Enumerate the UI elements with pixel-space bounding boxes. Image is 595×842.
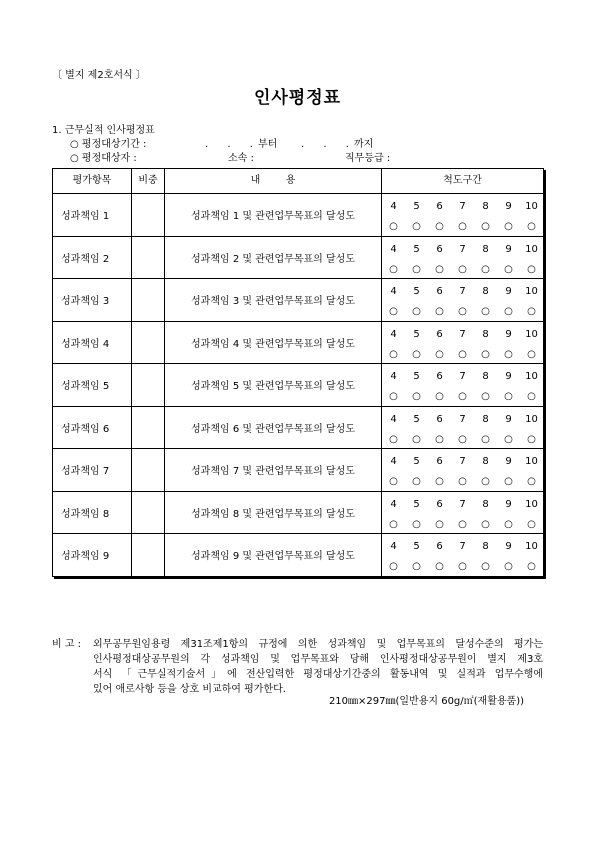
scale-value: 8 <box>482 371 489 382</box>
table-header-row <box>53 169 544 194</box>
scale-option-circle: ○ <box>527 476 536 487</box>
table-row <box>53 449 544 492</box>
table-row <box>53 321 544 364</box>
scale-value: 5 <box>413 413 420 425</box>
scale-option-circle: ○ <box>389 391 398 402</box>
scale-option-circle: ○ <box>412 221 421 232</box>
content-label: 성과책임 2 및 관련업무목표의 달성도 <box>191 253 355 265</box>
scale-option-circle: ○ <box>458 221 467 232</box>
evaluation-item-label: 성과책임 5 <box>61 381 110 393</box>
scale-option-circle: ○ <box>435 221 444 232</box>
scale-cell <box>382 534 544 577</box>
evaluation-table <box>52 168 544 577</box>
scale-marks <box>382 558 543 575</box>
scale-value: 9 <box>505 243 512 255</box>
note-line: 있어 애로사항 등을 상호 비교하여 평가한다. <box>93 684 286 695</box>
scale-option-circle: ○ <box>389 433 398 445</box>
scale-option-circle: ○ <box>527 433 536 445</box>
scale-value: 7 <box>459 456 466 467</box>
content-label: 성과책임 5 및 관련업무목표의 달성도 <box>191 381 355 393</box>
scale-option-circle: ○ <box>412 561 421 572</box>
scale-value: 5 <box>413 286 420 297</box>
scale-value: 7 <box>459 371 466 382</box>
scale-option-circle: ○ <box>504 391 513 402</box>
evaluation-item-label: 성과책임 3 <box>61 296 110 308</box>
table-row <box>53 534 544 577</box>
scale-value: 8 <box>482 413 489 425</box>
period-from-label: 부터 <box>258 139 278 150</box>
scale-value: 5 <box>413 328 420 340</box>
header-scale-range: 척도구간 <box>382 169 544 194</box>
scale-value: 9 <box>505 286 512 297</box>
scale-option-circle: ○ <box>458 561 467 572</box>
scale-value: 4 <box>390 371 397 382</box>
scale-value: 10 <box>525 541 538 552</box>
scale-option-circle: ○ <box>458 306 467 317</box>
content-label: 성과책임 9 및 관련업무목표의 달성도 <box>191 551 355 563</box>
scale-option-circle: ○ <box>481 348 490 360</box>
note-line: 서식 「근무실적기술서」에 전산입력한 평정대상기간중의 활동내역 및 실적과 업무수행에 <box>93 669 543 680</box>
scale-option-circle: ○ <box>481 476 490 487</box>
evaluation-item-label: 성과책임 6 <box>61 423 110 435</box>
evaluation-item-cell <box>53 449 132 492</box>
scale-value: 6 <box>436 541 443 552</box>
scale-value: 8 <box>482 286 489 297</box>
scale-option-circle: ○ <box>458 391 467 402</box>
scale-cell <box>382 491 544 534</box>
scale-marks <box>382 431 543 448</box>
content-cell <box>165 236 382 279</box>
scale-option-circle: ○ <box>435 391 444 402</box>
evaluation-item-cell <box>53 279 132 322</box>
scale-cell <box>382 364 544 407</box>
table-row <box>53 194 544 237</box>
scale-numbers <box>382 453 543 471</box>
scale-marks <box>382 218 543 235</box>
weight-cell <box>132 194 165 237</box>
scale-value: 4 <box>390 541 397 552</box>
header-evaluation-item: 평가항목 <box>53 169 132 194</box>
scale-option-circle: ○ <box>458 518 467 530</box>
weight-cell <box>132 279 165 322</box>
section-heading: 1. 근무실적 인사평정표 <box>52 125 155 136</box>
scale-numbers <box>382 538 543 556</box>
header-content: 내 용 <box>165 169 382 194</box>
weight-cell <box>132 321 165 364</box>
scale-value: 10 <box>525 243 538 255</box>
scale-value: 7 <box>459 498 466 510</box>
table-header <box>53 169 544 194</box>
scale-option-circle: ○ <box>504 476 513 487</box>
scale-option-circle: ○ <box>412 518 421 530</box>
scale-option-circle: ○ <box>527 348 536 360</box>
scale-option-circle: ○ <box>527 391 536 402</box>
scale-value: 6 <box>436 201 443 212</box>
scale-option-circle: ○ <box>435 518 444 530</box>
weight-cell <box>132 364 165 407</box>
scale-option-circle: ○ <box>481 433 490 445</box>
scale-value: 4 <box>390 201 397 212</box>
weight-cell <box>132 491 165 534</box>
note-line: 외무공무원임용령 제31조제1항의 규정에 의한 성과책임 및 업무목표의 달성수준의 평가는 <box>93 639 543 650</box>
scale-cell <box>382 321 544 364</box>
scale-option-circle: ○ <box>458 476 467 487</box>
scale-value: 7 <box>459 328 466 340</box>
scale-numbers <box>382 496 543 514</box>
note-text <box>93 637 543 697</box>
scale-option-circle: ○ <box>412 348 421 360</box>
scale-option-circle: ○ <box>481 306 490 317</box>
scale-option-circle: ○ <box>458 348 467 360</box>
scale-value: 9 <box>505 498 512 510</box>
page-title: 인사평정표 <box>253 88 342 108</box>
scale-cell <box>382 449 544 492</box>
table-row <box>53 279 544 322</box>
scale-marks <box>382 261 543 278</box>
weight-cell <box>132 236 165 279</box>
scale-value: 10 <box>525 498 538 510</box>
scale-value: 4 <box>390 498 397 510</box>
department-label: 소속 : <box>228 153 254 164</box>
scale-numbers <box>382 368 543 386</box>
scale-value: 6 <box>436 328 443 340</box>
content-label: 성과책임 8 및 관련업무목표의 달성도 <box>191 508 355 520</box>
scale-cell <box>382 279 544 322</box>
scale-option-circle: ○ <box>458 263 467 275</box>
scale-cell <box>382 406 544 449</box>
scale-value: 8 <box>482 328 489 340</box>
scale-value: 6 <box>436 243 443 255</box>
scale-option-circle: ○ <box>389 263 398 275</box>
scale-value: 8 <box>482 541 489 552</box>
evaluation-item-label: 성과책임 7 <box>61 466 110 478</box>
scale-option-circle: ○ <box>458 433 467 445</box>
content-cell <box>165 279 382 322</box>
weight-cell <box>132 406 165 449</box>
content-label: 성과책임 7 및 관련업무목표의 달성도 <box>191 466 355 478</box>
table-row <box>53 491 544 534</box>
table-row <box>53 364 544 407</box>
scale-value: 6 <box>436 371 443 382</box>
evaluation-item-label: 성과책임 8 <box>61 508 110 520</box>
scale-cell <box>382 194 544 237</box>
scale-option-circle: ○ <box>412 263 421 275</box>
scale-value: 10 <box>525 201 538 212</box>
scale-option-circle: ○ <box>481 561 490 572</box>
note-label: 비 고 : <box>52 639 82 650</box>
scale-value: 9 <box>505 541 512 552</box>
scale-option-circle: ○ <box>435 348 444 360</box>
scale-option-circle: ○ <box>412 391 421 402</box>
scale-numbers <box>382 326 543 344</box>
scale-value: 6 <box>436 456 443 467</box>
scale-value: 9 <box>505 201 512 212</box>
scale-value: 8 <box>482 243 489 255</box>
scale-option-circle: ○ <box>527 306 536 317</box>
weight-cell <box>132 449 165 492</box>
evaluation-item-cell <box>53 406 132 449</box>
scale-option-circle: ○ <box>389 561 398 572</box>
scale-option-circle: ○ <box>412 476 421 487</box>
scale-option-circle: ○ <box>504 518 513 530</box>
scale-value: 4 <box>390 243 397 255</box>
scale-option-circle: ○ <box>504 433 513 445</box>
scale-cell <box>382 236 544 279</box>
scale-option-circle: ○ <box>389 306 398 317</box>
scale-value: 5 <box>413 498 420 510</box>
scale-option-circle: ○ <box>435 433 444 445</box>
scale-value: 5 <box>413 456 420 467</box>
scale-value: 6 <box>436 286 443 297</box>
scale-value: 9 <box>505 456 512 467</box>
scale-option-circle: ○ <box>389 221 398 232</box>
scale-option-circle: ○ <box>504 263 513 275</box>
scale-option-circle: ○ <box>504 221 513 232</box>
form-number-label: 〔 별지 제2호서식 〕 <box>52 70 146 81</box>
scale-option-circle: ○ <box>504 306 513 317</box>
scale-value: 4 <box>390 413 397 425</box>
scale-value: 4 <box>390 328 397 340</box>
content-cell <box>165 491 382 534</box>
scale-numbers <box>382 241 543 259</box>
content-cell <box>165 194 382 237</box>
scale-value: 7 <box>459 541 466 552</box>
scale-value: 10 <box>525 413 538 425</box>
period-label: ○ 평정대상기간 : <box>70 139 147 150</box>
scale-value: 7 <box>459 201 466 212</box>
scale-option-circle: ○ <box>481 221 490 232</box>
scale-marks <box>382 388 543 405</box>
scale-numbers <box>382 411 543 429</box>
content-cell <box>165 449 382 492</box>
header-weight: 비중 <box>132 169 165 194</box>
scale-value: 7 <box>459 413 466 425</box>
scale-value: 10 <box>525 328 538 340</box>
table-row <box>53 406 544 449</box>
scale-option-circle: ○ <box>481 263 490 275</box>
evaluation-item-label: 성과책임 9 <box>61 551 110 563</box>
period-end-blank: . . . <box>301 139 349 150</box>
scale-value: 10 <box>525 371 538 382</box>
scale-value: 9 <box>505 413 512 425</box>
job-grade-label: 직무등급 : <box>345 153 391 164</box>
table-body <box>53 194 544 577</box>
content-cell <box>165 364 382 407</box>
scale-option-circle: ○ <box>435 561 444 572</box>
paper-size-spec: 210㎜×297㎜(일반용지 60g/㎡(재활용품)) <box>328 696 524 707</box>
evaluation-item-label: 성과책임 4 <box>61 338 110 350</box>
content-label: 성과책임 1 및 관련업무목표의 달성도 <box>191 211 355 223</box>
evaluation-item-cell <box>53 321 132 364</box>
scale-option-circle: ○ <box>504 561 513 572</box>
scale-value: 9 <box>505 328 512 340</box>
scale-value: 6 <box>436 413 443 425</box>
scale-value: 8 <box>482 201 489 212</box>
scale-value: 4 <box>390 456 397 467</box>
scale-option-circle: ○ <box>527 263 536 275</box>
period-start-blank: . . . <box>205 139 253 150</box>
scale-option-circle: ○ <box>389 348 398 360</box>
scale-option-circle: ○ <box>527 518 536 530</box>
evaluation-item-cell <box>53 491 132 534</box>
scale-numbers <box>382 198 543 216</box>
scale-option-circle: ○ <box>481 518 490 530</box>
content-cell <box>165 534 382 577</box>
scale-option-circle: ○ <box>527 221 536 232</box>
scale-option-circle: ○ <box>412 306 421 317</box>
scale-marks <box>382 303 543 320</box>
scale-value: 8 <box>482 456 489 467</box>
note-line: 인사평정대상공무원의 각 성과책임 및 업무목표와 당해 인사평정대상공무원이 별지 제3호 <box>93 654 543 665</box>
scale-option-circle: ○ <box>389 476 398 487</box>
content-cell <box>165 406 382 449</box>
scale-numbers <box>382 283 543 301</box>
table-row <box>53 236 544 279</box>
content-cell <box>165 321 382 364</box>
scale-value: 5 <box>413 541 420 552</box>
scale-marks <box>382 516 543 533</box>
scale-value: 7 <box>459 243 466 255</box>
evaluation-item-label: 성과책임 1 <box>61 211 110 223</box>
scale-value: 8 <box>482 498 489 510</box>
scale-value: 6 <box>436 498 443 510</box>
scale-value: 9 <box>505 371 512 382</box>
evaluation-item-label: 성과책임 2 <box>61 253 110 265</box>
scale-value: 5 <box>413 243 420 255</box>
content-label: 성과책임 3 및 관련업무목표의 달성도 <box>191 296 355 308</box>
content-label: 성과책임 6 및 관련업무목표의 달성도 <box>191 423 355 435</box>
scale-option-circle: ○ <box>481 391 490 402</box>
period-to-label: 까지 <box>354 139 374 150</box>
scale-marks <box>382 473 543 490</box>
weight-cell <box>132 534 165 577</box>
scale-value: 10 <box>525 456 538 467</box>
evaluation-item-cell <box>53 236 132 279</box>
scale-value: 4 <box>390 286 397 297</box>
scale-option-circle: ○ <box>435 263 444 275</box>
scale-value: 10 <box>525 286 538 297</box>
content-label: 성과책임 4 및 관련업무목표의 달성도 <box>191 338 355 350</box>
scale-option-circle: ○ <box>389 518 398 530</box>
scale-value: 7 <box>459 286 466 297</box>
scale-value: 5 <box>413 201 420 212</box>
scale-option-circle: ○ <box>504 348 513 360</box>
scale-option-circle: ○ <box>435 306 444 317</box>
evaluation-item-cell <box>53 534 132 577</box>
evaluation-item-cell <box>53 364 132 407</box>
scale-value: 5 <box>413 371 420 382</box>
scale-option-circle: ○ <box>527 561 536 572</box>
scale-option-circle: ○ <box>435 476 444 487</box>
scale-marks <box>382 346 543 363</box>
target-label: ○ 평정대상자 : <box>70 153 137 164</box>
scale-option-circle: ○ <box>412 433 421 445</box>
evaluation-item-cell <box>53 194 132 237</box>
